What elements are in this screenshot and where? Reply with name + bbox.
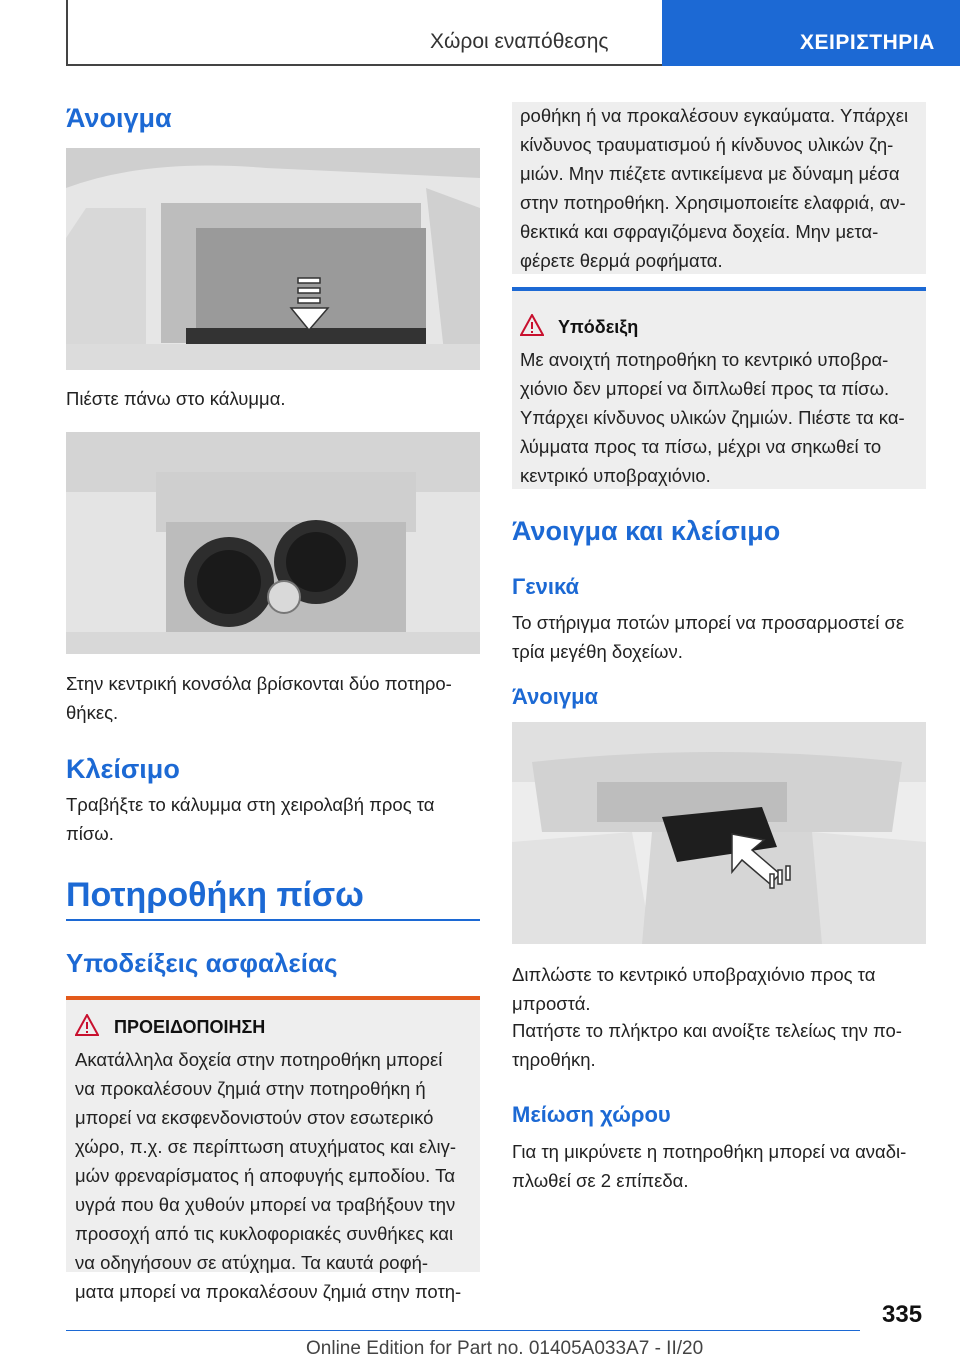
warning-line: ροθήκη ή να προκαλέσουν εγκαύματα. Υπάρχει xyxy=(520,105,909,126)
general-text-2: τρία μεγέθη δοχείων. xyxy=(512,641,683,662)
image-cover-press xyxy=(66,148,480,370)
heading-open-close: Άνοιγμα και κλείσιμο xyxy=(512,516,781,546)
press-text-2: τηροθήκη. xyxy=(512,1049,596,1070)
image-rear-armrest xyxy=(512,722,926,944)
warning-line: μπορεί να εκσφενδονιστούν στον εσωτερικό xyxy=(75,1107,434,1128)
caption-press-cover: Πιέστε πάνω στο κάλυμμα. xyxy=(66,388,286,409)
header-underline xyxy=(66,64,662,66)
heading-rear-cupholder: Ποτηροθήκη πίσω xyxy=(66,876,364,914)
warning-line: στην ποτηροθήκη. Χρησιμοποιείτε ελαφριά, αν- xyxy=(520,192,906,213)
warning-line: κίνδυνος τραυματισμού ή κίνδυνος υλικών ζη- xyxy=(520,134,894,155)
warning-line: φέρετε θερμά ροφήματα. xyxy=(520,250,723,271)
note-title: Υπόδειξη xyxy=(558,317,639,337)
note-line: κεντρικό υποβραχιόνιο. xyxy=(520,465,711,486)
warning-title: ΠΡΟΕΙΔΟΠΟΙΗΣΗ xyxy=(114,1017,266,1037)
closing-text-1: Τραβήξτε το κάλυμμα στη χειρολαβή προς τα xyxy=(66,794,435,815)
note-triangle-icon xyxy=(520,314,544,341)
header-divider xyxy=(66,0,68,66)
warning-line: να προκαλέσουν ζημιά στην ποτηροθήκη ή xyxy=(75,1078,426,1099)
fold-text-1: Διπλώστε το κεντρικό υποβραχιόνιο προς τα xyxy=(512,964,876,985)
warning-line: θεκτικά και σφραγιζόμενα δοχεία. Μην μετα- xyxy=(520,221,879,242)
warning-line: ματα μπορεί να προκαλέσουν ζημιά στην ποτη- xyxy=(75,1281,462,1302)
note-line: λύμματα προς τα πίσω, μέχρι να σηκωθεί το xyxy=(520,436,882,457)
heading-reduce-space: Μείωση χώρου xyxy=(512,1102,671,1127)
warning-body xyxy=(75,1045,461,1306)
warning-line: χώρο, π.χ. σε περίπτωση ατυχήματος και ελιγ- xyxy=(75,1136,457,1157)
warning-line: μιών. Μην πιέζετε αντικείμενα με δύναμη μέσα xyxy=(520,163,900,184)
section-title: Χώροι εναπόθεσης xyxy=(430,30,609,53)
heading-closing: Κλείσιμο xyxy=(66,754,180,784)
warning-line: να οδηγήσουν σε ατύχημα. Τα καυτά ροφή- xyxy=(75,1252,429,1273)
warning-body-continued xyxy=(520,101,908,275)
press-text-1: Πατήστε το πλήκτρο και ανοίξτε τελείως την πο- xyxy=(512,1020,902,1041)
warning-line: Ακατάλληλα δοχεία στην ποτηροθήκη μπορεί xyxy=(75,1049,443,1070)
edition-info: Online Edition for Part no. 01405A033A7 - II/20 xyxy=(306,1338,704,1359)
chapter-title: ΧΕΙΡΙΣΤΗΡΙΑ xyxy=(800,31,935,54)
closing-text-2: πίσω. xyxy=(66,823,114,844)
note-body xyxy=(520,345,905,490)
warning-line: μών φρεναρίσματος ή αποφυγής εμποδίου. Τα xyxy=(75,1165,456,1186)
heading-opening: Άνοιγμα xyxy=(66,103,172,133)
general-text-1: Το στήριγμα ποτών μπορεί να προσαρμοστεί σε xyxy=(512,612,905,633)
heading-opening-rear: Άνοιγμα xyxy=(512,684,599,709)
note-line: χιόνιο δεν μπορεί να διπλωθεί προς τα πίσω. xyxy=(520,378,890,399)
heading-rule xyxy=(66,919,480,921)
image-cupholders xyxy=(66,432,480,654)
fold-text-2: μπροστά. xyxy=(512,993,591,1014)
reduce-text-2: πλωθεί σε 2 επίπεδα. xyxy=(512,1170,689,1191)
caption-cupholders-2: θήκες. xyxy=(66,702,119,723)
footer-rule xyxy=(66,1330,860,1331)
page-number: 335 xyxy=(882,1301,923,1328)
note-line: Υπάρχει κίνδυνος υλικών ζημιών. Πιέστε τα κα- xyxy=(520,407,905,428)
warning-triangle-icon xyxy=(75,1014,99,1041)
heading-safety: Υποδείξεις ασφαλείας xyxy=(66,948,338,978)
warning-line: υγρά που θα χυθούν μπορεί να τραβήξουν την xyxy=(75,1194,456,1215)
heading-general: Γενικά xyxy=(512,574,580,599)
note-line: Με ανοιχτή ποτηροθήκη το κεντρικό υποβρα- xyxy=(520,349,889,370)
reduce-text-1: Για τη μικρύνετε η ποτηροθήκη μπορεί να αναδι- xyxy=(512,1141,907,1162)
caption-cupholders-1: Στην κεντρική κονσόλα βρίσκονται δύο ποτηρο- xyxy=(66,673,452,694)
warning-line: προσοχή από τις κυκλοφοριακές συνθήκες και xyxy=(75,1223,454,1244)
